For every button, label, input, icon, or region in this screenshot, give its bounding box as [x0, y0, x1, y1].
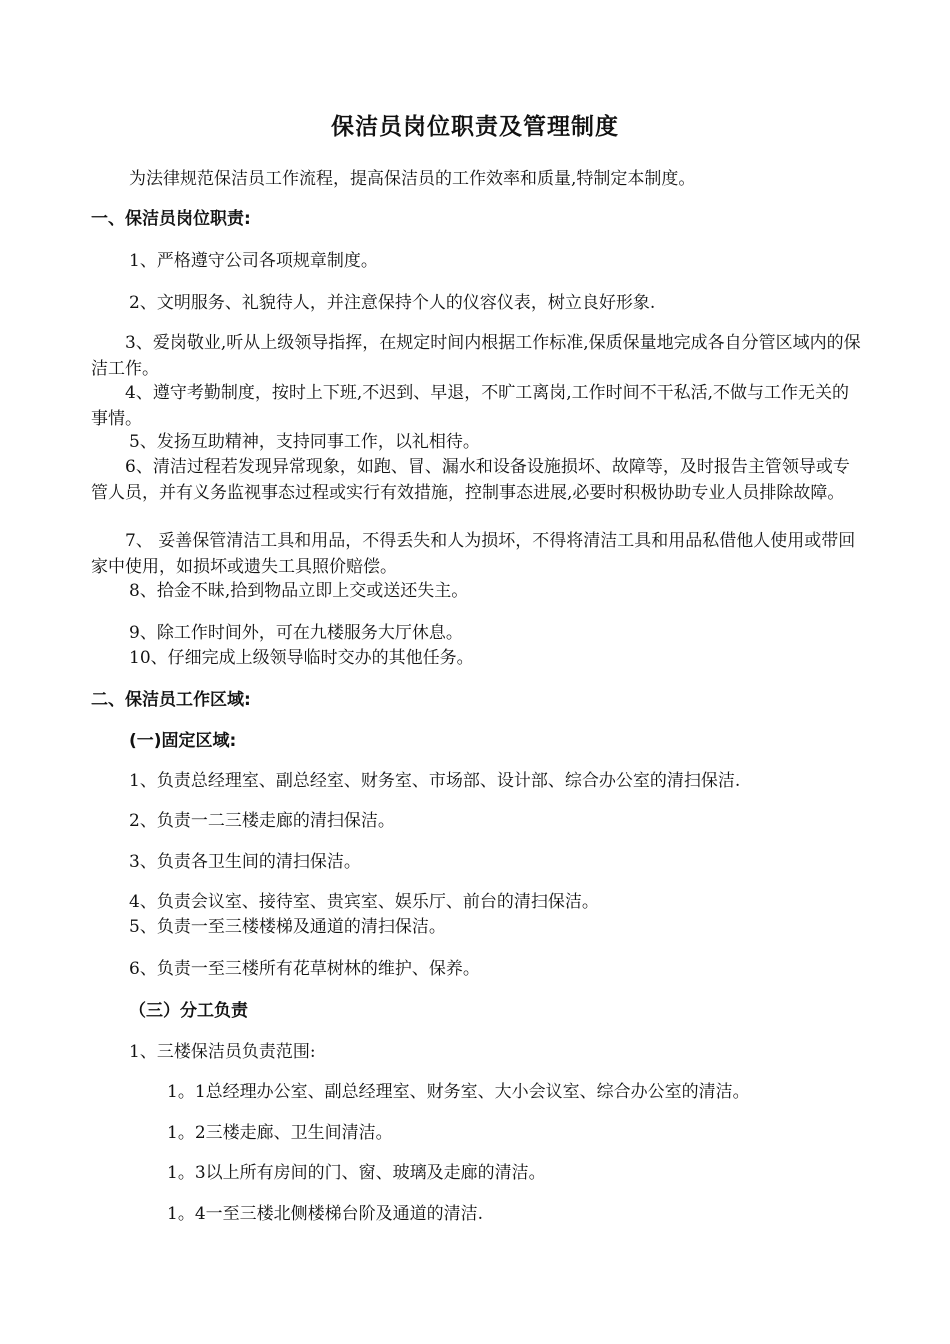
duty-item-7: 7、 妥善保管清洁工具和用品，不得丢失和人为损坏，不得将清洁工具和用品私借他人使用或带回家中使用，如损坏或遗失工具照价赔偿。	[91, 531, 856, 577]
area-item-1: 1、负责总经理室、副总经室、财务室、市场部、设计部、综合办公室的清扫保洁.	[129, 771, 741, 791]
duty-item-8: 8、拾金不昧,拾到物品立即上交或送还失主。	[129, 581, 469, 601]
area-item-3: 3、负责各卫生间的清扫保洁。	[129, 852, 361, 872]
duty-item-5: 5、发扬互助精神，支持同事工作，以礼相待。	[129, 432, 480, 452]
duty-item-10: 10、仔细完成上级领导临时交办的其他任务。	[129, 648, 474, 668]
scope-subitem-1: 1。1总经理办公室、副总经理室、财务室、大小会议室、综合办公室的清洁。	[167, 1082, 750, 1102]
duty-item-9: 9、除工作时间外，可在九楼服务大厅休息。	[129, 623, 463, 643]
scope-subitem-4: 1。4一至三楼北侧楼梯台阶及通道的清洁.	[167, 1204, 484, 1224]
area-item-6: 6、负责一至三楼所有花草树林的维护、保养。	[129, 959, 480, 979]
duty-item-2: 2、文明服务、礼貌待人，并注意保持个人的仪容仪表，树立良好形象.	[129, 293, 656, 313]
area-item-4: 4、负责会议室、接待室、贵宾室、娱乐厅、前台的清扫保洁。	[129, 892, 599, 912]
section-2-heading: 二、保洁员工作区域:	[91, 690, 251, 710]
intro-paragraph: 为法律规范保洁员工作流程，提高保洁员的工作效率和质量,特制定本制度。	[129, 169, 696, 189]
scope-subitem-3: 1。3以上所有房间的门、窗、玻璃及走廊的清洁。	[167, 1163, 546, 1183]
division-heading: （三）分工负责	[129, 1001, 248, 1021]
scope-subitem-2: 1。2三楼走廊、卫生间清洁。	[167, 1123, 393, 1143]
duty-item-1: 1、严格遵守公司各项规章制度。	[129, 251, 378, 271]
duty-item-3: 3、爱岗敬业,听从上级领导指挥，在规定时间内根据工作标准,保质保量地完成各自分管区域内的保洁工作。	[91, 333, 861, 379]
duty-item-4: 4、遵守考勤制度，按时上下班,不迟到、早退，不旷工离岗,工作时间不干私活,不做与工作无关的事情。	[91, 383, 850, 429]
section-1-heading: 一、保洁员岗位职责:	[91, 209, 251, 229]
fixed-area-heading: (一)固定区域:	[129, 731, 237, 751]
page-title: 保洁员岗位职责及管理制度	[331, 114, 619, 140]
area-item-5: 5、负责一至三楼楼梯及通道的清扫保洁。	[129, 917, 446, 937]
area-item-2: 2、负责一二三楼走廊的清扫保洁。	[129, 811, 395, 831]
third-floor-scope: 1、三楼保洁员负责范围:	[129, 1042, 316, 1062]
duty-item-6: 6、清洁过程若发现异常现象，如跑、冒、漏水和设备设施损坏、故障等，及时报告主管领导或专管人员，并有义务监视事态过程或实行有效措施，控制事态进展,必要时积极协助专业人员排除故障。	[91, 457, 850, 503]
